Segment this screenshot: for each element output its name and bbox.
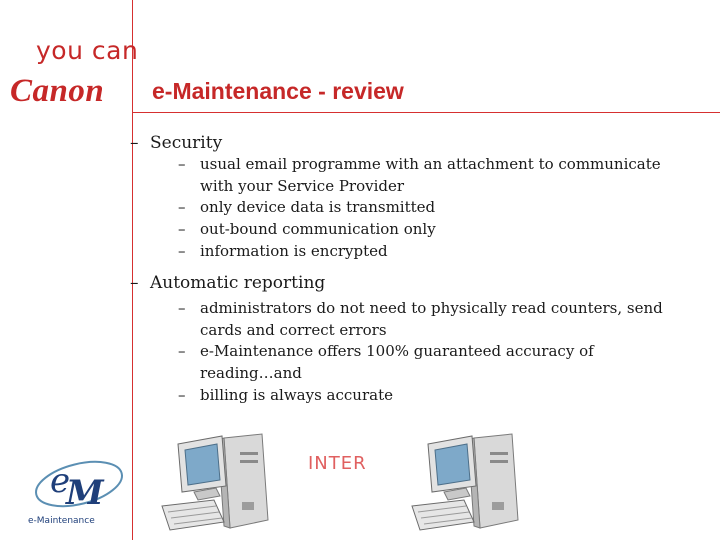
dash: – xyxy=(130,133,139,153)
internet-label: INTER xyxy=(308,453,367,474)
dash: – xyxy=(178,299,186,317)
bullet-item xyxy=(178,219,678,241)
bullet-text: usual email programme with an attachment to communicate with your Service Provider xyxy=(200,155,661,195)
svg-text:M: M xyxy=(66,473,104,513)
computer-icon xyxy=(158,430,278,538)
section-heading-automatic-reporting xyxy=(130,273,325,293)
bullet-item xyxy=(178,154,678,197)
bullet-item xyxy=(178,341,638,384)
dash: – xyxy=(178,242,186,260)
bullet-item xyxy=(178,385,678,407)
slide-title: e-Maintenance - review xyxy=(152,78,404,104)
e-maintenance-logo xyxy=(24,452,134,528)
svg-text:e: e xyxy=(50,461,71,501)
bullet-text: e-Maintenance offers 100% guaranteed accuracy of reading…and xyxy=(200,342,594,382)
bullet-item xyxy=(178,298,678,341)
section-heading-label: Security xyxy=(150,133,223,153)
bullet-text: administrators do not need to physically read counters, send cards and correct errors xyxy=(200,299,663,339)
dash: – xyxy=(178,198,186,216)
dash: – xyxy=(178,342,186,360)
bullet-text: billing is always accurate xyxy=(200,386,393,404)
bullet-item xyxy=(178,197,678,219)
dash: – xyxy=(178,220,186,238)
logo-caption: e-Maintenance xyxy=(28,516,95,526)
section-heading-label: Automatic reporting xyxy=(150,273,326,293)
tagline: you can xyxy=(36,36,139,65)
dash: – xyxy=(130,273,139,293)
title-rule xyxy=(132,112,720,113)
bullet-item xyxy=(178,241,678,263)
dash: – xyxy=(178,155,186,173)
bullet-text: out-bound communication only xyxy=(200,220,436,238)
brand-logo: Canon xyxy=(10,73,105,109)
computer-icon xyxy=(408,430,528,538)
bullet-text: only device data is transmitted xyxy=(200,198,436,216)
bullet-text: information is encrypted xyxy=(200,242,388,260)
section-heading-security xyxy=(130,133,222,153)
dash: – xyxy=(178,386,186,404)
